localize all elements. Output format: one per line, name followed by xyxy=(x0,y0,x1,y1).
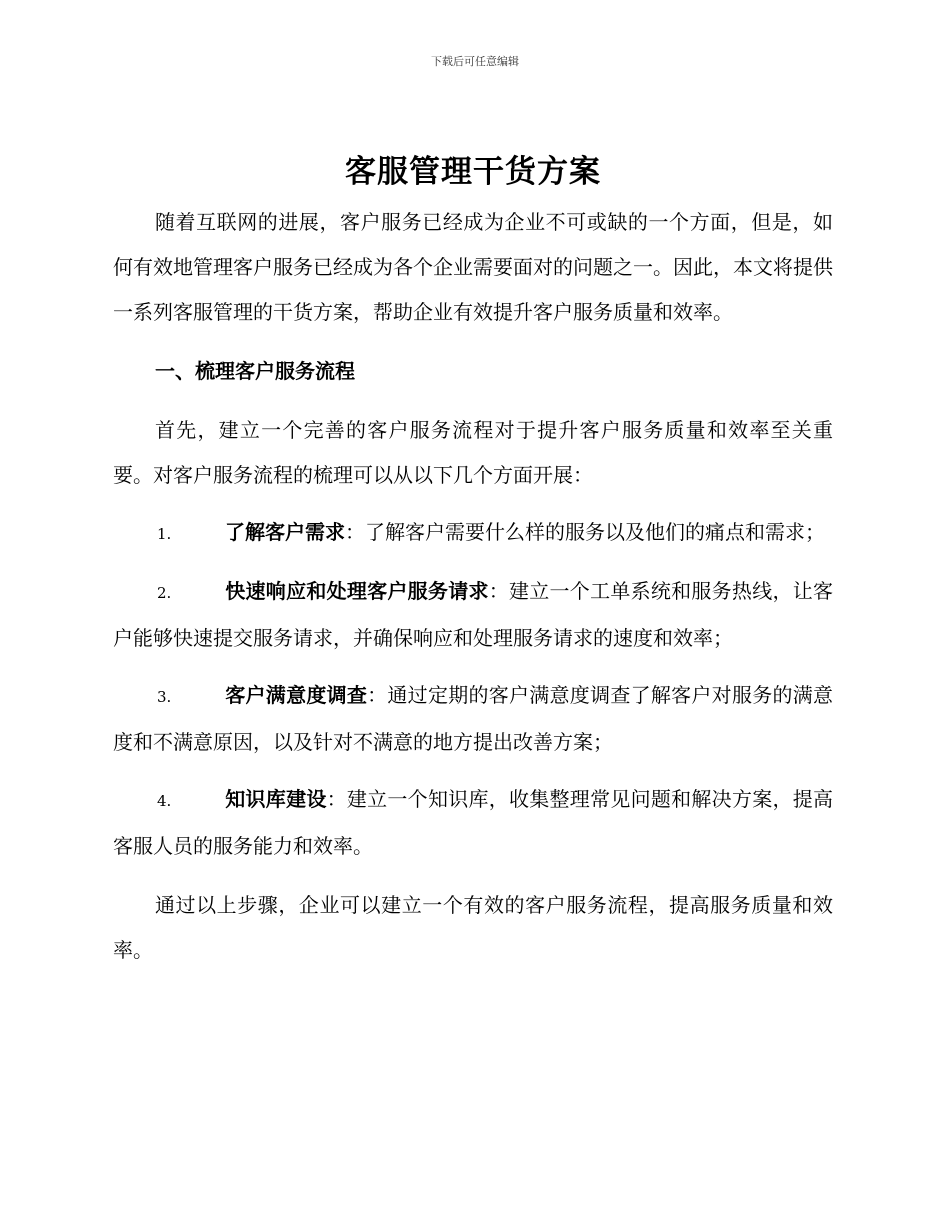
header-note: 下载后可任意编辑 xyxy=(431,55,519,68)
list-item-number: 1. xyxy=(157,525,172,543)
list-item xyxy=(113,510,833,557)
section-lead-paragraph: 首先，建立一个完善的客户服务流程对于提升客户服务质量和效率至关重要。对客户服务流程的梳理可以从以下几个方面开展： xyxy=(113,418,833,487)
list-item-term: 客户满意度调查 xyxy=(225,683,368,707)
list-item xyxy=(113,569,833,661)
list-item-number: 3. xyxy=(157,688,172,706)
list-item-description: ：建立一个知识库，收集整理常见问题和解决方案，提高客服人员的服务能力和效率。 xyxy=(113,787,834,858)
intro-paragraph: 随着互联网的进展，客户服务已经成为企业不可或缺的一个方面，但是，如何有效地管理客户服务已经成为各个企业需要面对的问题之一。因此，本文将提供一系列客服管理的干货方案，帮助企业有效提升客户服务质量和效率。 xyxy=(113,210,833,324)
list-item-number: 4. xyxy=(157,792,172,810)
document-body xyxy=(113,150,833,973)
document-title: 客服管理干货方案 xyxy=(345,154,601,190)
section-heading: 一、梳理客户服务流程 xyxy=(155,359,355,383)
list-item-number: 2. xyxy=(157,584,172,602)
list-item-description: ：建立一个工单系统和服务热线，让客户能够快速提交服务请求，并确保响应和处理服务请求的速度和效率； xyxy=(113,579,834,650)
list-item-term: 知识库建设 xyxy=(225,787,327,811)
list-item xyxy=(113,673,833,765)
conclusion-paragraph: 通过以上步骤，企业可以建立一个有效的客户服务流程，提高服务质量和效率。 xyxy=(113,893,833,962)
list-item xyxy=(113,777,833,869)
list-item-term: 快速响应和处理客户服务请求 xyxy=(225,579,489,603)
list-item-term: 了解客户需求 xyxy=(225,520,345,544)
list-item-description: ：了解客户需要什么样的服务以及他们的痛点和需求； xyxy=(345,520,825,544)
list-item-description: ：通过定期的客户满意度调查了解客户对服务的满意度和不满意原因，以及针对不满意的地方提出改善方案； xyxy=(113,683,834,754)
